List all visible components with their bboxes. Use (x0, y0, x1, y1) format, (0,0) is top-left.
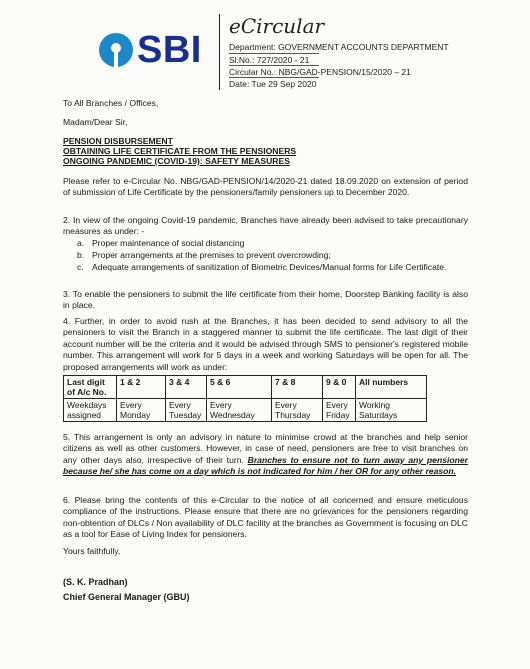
meta-rule (229, 53, 319, 54)
table-cell: Every Tuesday (166, 399, 207, 422)
meta-rule (229, 77, 319, 78)
brand-wordmark: SBI (137, 29, 202, 71)
signatory-name: (S. K. Pradhan) (63, 577, 128, 587)
meta-rule (229, 65, 319, 66)
table-cell: 9 & 0 (323, 376, 356, 399)
table-row (64, 376, 427, 399)
table-cell: Every Monday (117, 399, 166, 422)
addressee: To All Branches / Offices, (63, 98, 159, 108)
list-item: Adequate arrangements of sanitization of Biometric Devices/Manual forms for Life Certificate. (92, 262, 447, 272)
sbi-keyhole-icon (99, 33, 133, 67)
table-cell: Every Friday (323, 399, 356, 422)
list-marker: b. (77, 250, 85, 260)
department: Department: GOVERNMENT ACCOUNTS DEPARTMENT (229, 42, 449, 52)
paragraph-5-text: 5. This arrangement is only an advisory in nature to minimise crowd at the branches and help senior citizens as well as other customers. However, in case of need, pensioners are free to visit branches on any other days also, irrespective of their turn. (63, 432, 468, 465)
list-item: Proper maintenance of social distancing (92, 238, 245, 248)
subject-line-2: OBTAINING LIFE CERTIFICATE FROM THE PENSIONERS (63, 146, 297, 156)
paragraph-2: 2. In view of the ongoing Covid-19 pandemic, Branches have already been advised to take precautionary measures as under: - (63, 215, 468, 237)
signatory-designation: Chief General Manager (GBU) (63, 592, 190, 602)
table-cell: All numbers (356, 376, 427, 399)
paragraph-5-emphasis: Branches to ensure not to turn away any pensioner because he/ she has come on a day which is not indicated for him / her OR for any other reason. (63, 454, 469, 477)
paragraph-1: Please refer to e-Circular No. NBG/GAD-PENSION/14/2020-21 dated 18.09.2020 on extension of period of submission of Life Certificate by the pensioners/family pensioners up to December 2020. (63, 176, 468, 198)
table-cell: Every Thursday (272, 399, 323, 422)
list-marker: c. (77, 262, 84, 272)
table-cell: 1 & 2 (117, 376, 166, 399)
list-marker: a. (77, 238, 85, 248)
table-cell: Working Saturdays (356, 399, 427, 422)
paragraph-6: 6. Please bring the contents of this e-Circular to the notice of all concerned and ensure meticulous compliance of the instructions. Please ensure that there are no grievances for the pensioners regarding non-obtention of DLCs / Non availability of DLC facility at the branches as Government is focusing on DLC as a tool for Ease of Living Index for pensioners. (63, 495, 468, 540)
list-item: Proper arrangements at the premises to prevent overcrowding; (92, 250, 331, 260)
sl-no: Sl.No.: 727/2020 - 21 (229, 55, 310, 65)
table-cell: 7 & 8 (272, 376, 323, 399)
circular-no: Circular No.: NBG/GAD-PENSION/15/2020 – 21 (229, 67, 411, 77)
table-cell: Last digit of A/c No. (64, 376, 117, 399)
staggered-schedule-table (63, 375, 427, 422)
paragraph-4: 4. Further, in order to avoid rush at the Branches, it has been decided to send advisory to all the pensioners to visit the Branch in a staggered manner to submit the life certificate. The last digit of their account number will be the criteria and it would be advised through SMS to pensioner's registered mobile number. This arrangement will work for 5 days in a week and working Saturdays will be open for all. The proposed arrangements will work as under: (63, 316, 468, 372)
salutation: Madam/Dear Sir, (63, 117, 128, 127)
subject-line-3: ONGOING PANDEMIC (COVID-19): SAFETY MEASURES (63, 156, 290, 166)
table-cell: Weekdays assigned (64, 399, 117, 422)
table-cell: 3 & 4 (166, 376, 207, 399)
table-cell: 5 & 6 (207, 376, 272, 399)
sbi-logo (99, 30, 202, 70)
paragraph-5 (63, 432, 468, 478)
subject-line-1: PENSION DISBURSEMENT (63, 136, 173, 146)
paragraph-3: 3. To enable the pensioners to submit the life certificate from their home, Doorstep Banking facility is also in place. (63, 289, 468, 311)
table-cell: Every Wednesday (207, 399, 272, 422)
header-divider (219, 14, 220, 90)
circular-title: eCircular (229, 14, 325, 38)
table-row (64, 399, 427, 422)
closing: Yours faithfully, (63, 546, 121, 556)
circular-date: Date: Tue 29 Sep 2020 (229, 79, 317, 89)
